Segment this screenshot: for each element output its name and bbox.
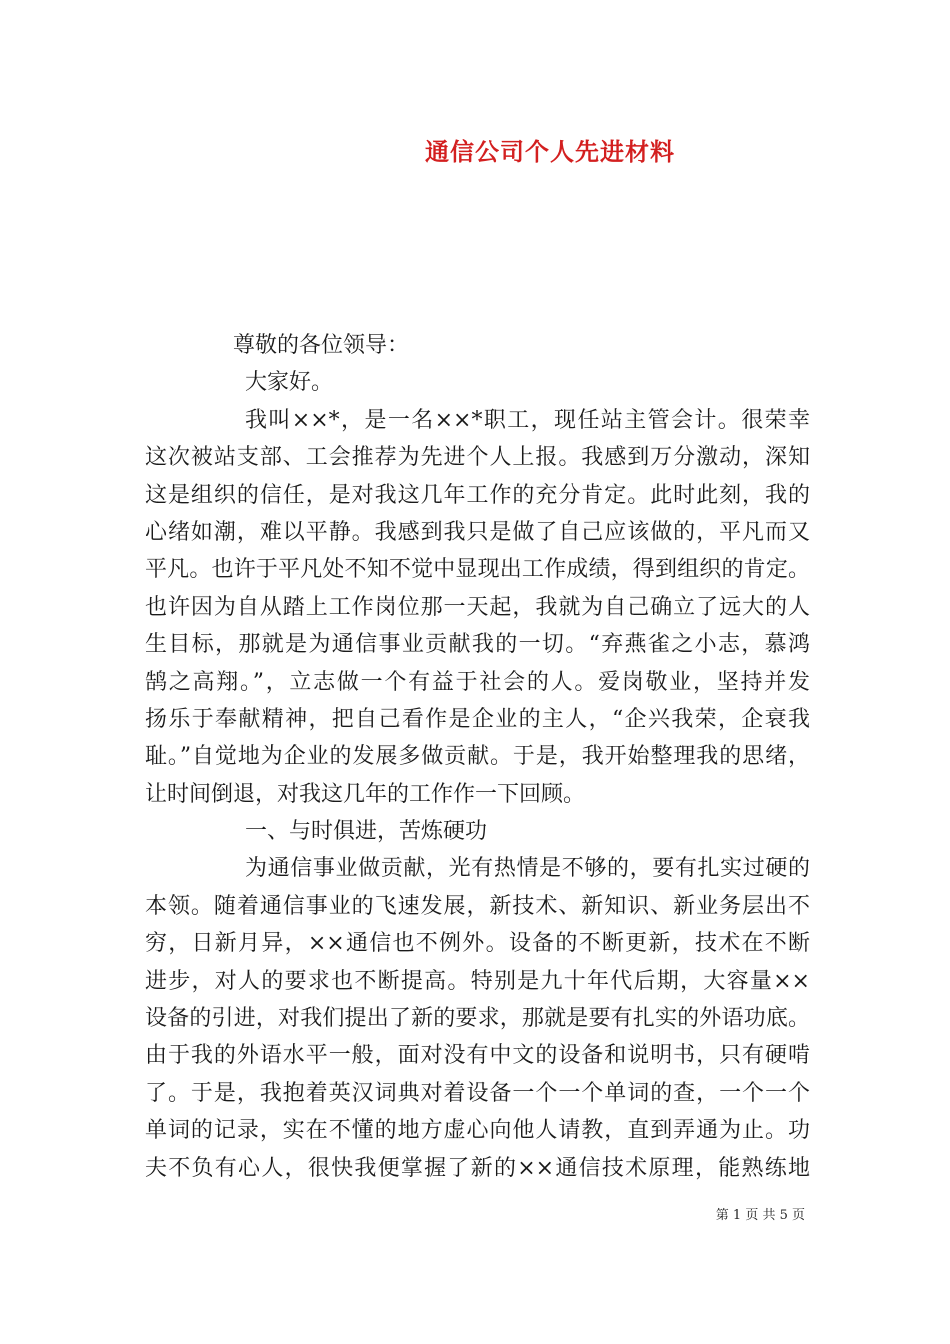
text-line: 夫不负有心人，很快我便掌握了新的××通信技术原理，能熟练地 xyxy=(145,1155,810,1181)
text-line: 让时间倒退，对我这几年的工作作一下回顾。 xyxy=(145,781,586,807)
document-title: 通信公司个人先进材料 xyxy=(425,137,675,166)
text-line: 大家好。 xyxy=(245,370,334,396)
text-line: 穷，日新月异，××通信也不例外。设备的不断更新，技术在不断 xyxy=(145,931,810,957)
text-line: 心绪如潮，难以平静。我感到我只是做了自己应该做的，平凡而又 xyxy=(145,519,810,545)
text-line: 这是组织的信任，是对我这几年工作的充分肯定。此时此刻，我的 xyxy=(145,482,810,508)
text-line: 了。于是，我抱着英汉词典对着设备一个一个单词的查，一个一个 xyxy=(145,1080,810,1106)
text-line: 也许因为自从踏上工作岗位那一天起，我就为自己确立了远大的人 xyxy=(145,594,810,620)
text-line: 进步，对人的要求也不断提高。特别是九十年代后期，大容量×× xyxy=(145,968,810,994)
text-line: 由于我的外语水平一般，面对没有中文的设备和说明书，只有硬啃 xyxy=(145,1043,810,1069)
text-line: 设备的引进，对我们提出了新的要求，那就是要有扎实的外语功底。 xyxy=(145,1006,810,1032)
document-body xyxy=(145,327,810,1187)
text-line: 生目标，那就是为通信事业贡献我的一切。“弃燕雀之小志，慕鸿 xyxy=(145,632,810,658)
text-line: 这次被站支部、工会推荐为先进个人上报。我感到万分激动，深知 xyxy=(145,445,810,471)
text-line: 尊敬的各位领导： xyxy=(233,333,410,358)
text-line: 我叫××*，是一名××*职工，现任站主管会计。很荣幸 xyxy=(245,407,810,433)
text-line: 耻。”自觉地为企业的发展多做贡献。于是，我开始整理我的思绪， xyxy=(145,744,810,770)
text-line: 本领。随着通信事业的飞速发展，新技术、新知识、新业务层出不 xyxy=(145,893,810,919)
text-line: 为通信事业做贡献，光有热情是不够的，要有扎实过硬的 xyxy=(245,856,810,882)
text-line: 一、与时俱进，苦炼硬功 xyxy=(245,819,488,845)
text-line: 鹄之高翔。”，立志做一个有益于社会的人。爱岗敬业，坚持并发 xyxy=(145,669,810,695)
page-number: 第 1 页 共 5 页 xyxy=(715,1208,805,1223)
text-line: 平凡。也许于平凡处不知不觉中显现出工作成绩，得到组织的肯定。 xyxy=(145,557,810,583)
text-line: 扬乐于奉献精神，把自己看作是企业的主人，“企兴我荣，企衰我 xyxy=(145,706,810,732)
text-line: 单词的记录，实在不懂的地方虚心向他人请教，直到弄通为止。功 xyxy=(145,1118,810,1144)
